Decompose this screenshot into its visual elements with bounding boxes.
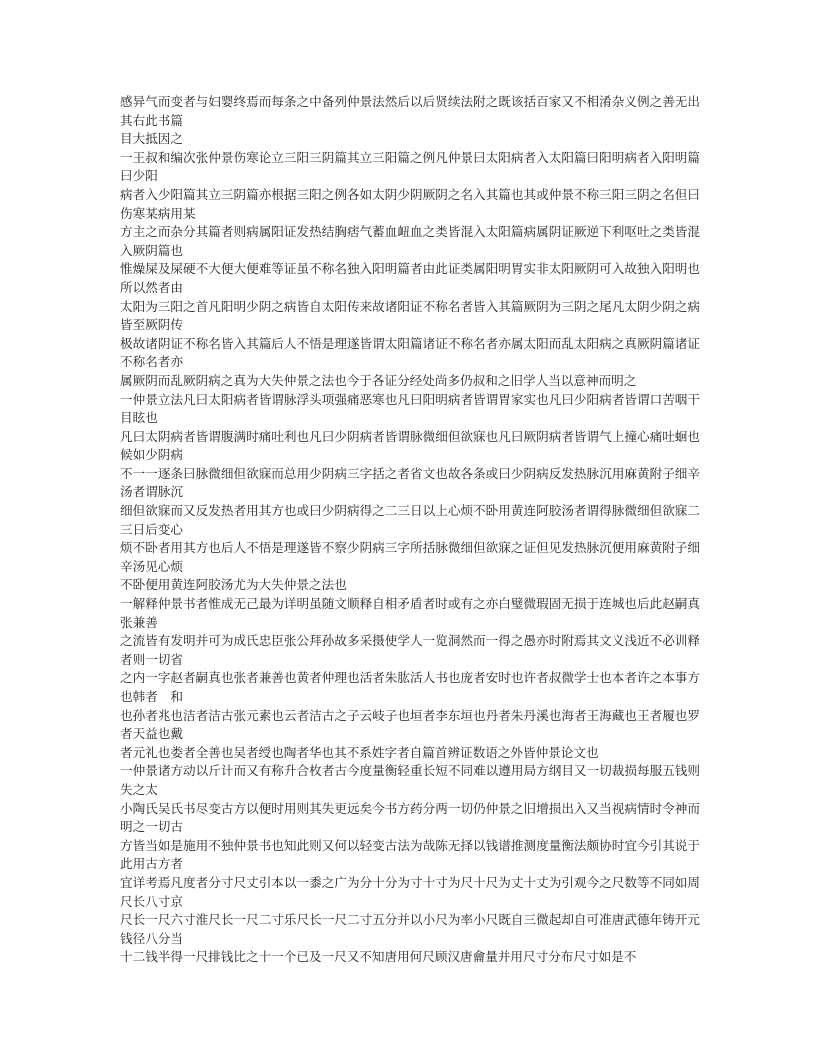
text-paragraph: 凡曰太阴病者皆谓腹满时痛吐利也凡曰少阴病者皆谓脉微细但欲寐也凡曰厥阴病者皆谓气上撞心痛吐蛔也候如少阴病 [120,428,700,463]
text-paragraph: 一仲景立法凡曰太阳病者皆谓脉浮头项强痛恶寒也凡曰阳明病者皆谓胃家实也凡曰少阳病者皆谓口苦咽干目眩也 [120,391,700,426]
text-paragraph: 属厥阴而乱厥阴病之真为大失仲景之法也今于各证分经处尚多仍叔和之旧学人当以意神而明之 [120,372,637,388]
text-paragraph: 病者入少阳篇其立三阴篇亦根据三阳之例各如太阴少阴厥阴之名入其篇也其或仲景不称三阳三阴之名但曰伤寒某病用某 [120,186,700,221]
text-paragraph: 十二钱半得一尺排钱比之十一个已及一尺又不知唐用何尺顾汉唐龠量并用尺寸分布尺寸如是不 [120,949,637,965]
document-page [120,93,700,967]
text-paragraph: 极故诸阴证不称名皆入其篇后人不悟是理遂皆谓太阳篇诸证不称名者亦属太阳而乱太阳病之真厥阴篇诸证不称名者亦 [120,335,700,370]
text-paragraph: 不卧便用黄连阿胶汤尤为大失仲景之法也 [120,577,347,593]
text-paragraph: 太阳为三阳之首凡阳明少阴之病皆自太阳传来故诸阳证不称名者皆入其篇厥阴为三阴之尾凡太阴少阴之病皆至厥阴传 [120,298,700,333]
text-paragraph: 之内一字赵者嗣真也张者兼善也黄者仲理也活者朱肱活人书也庞者安时也许者叔微学士也本者许之本事方也韩者 和 [120,670,700,704]
text-paragraph: 者元礼也娄者全善也吴者绶也陶者华也其不系姓字者自篇首辨证数语之外皆仲景论文也 [120,744,599,760]
text-paragraph: 小陶氏吴氏书尽变古方以便时用则其失更远矣今书方药分两一切仍仲景之旧增损出入又当视病情时令神而明之一切古 [120,800,700,835]
text-paragraph: 感异气而变者与妇婴终焉而每条之中备列仲景法然后以后贤续法附之既该括百家又不相淆杂义例之善无出其右此书篇 [120,94,700,128]
text-paragraph: 宜详考焉凡度者分寸尺丈引本以一黍之广为分十分为寸十寸为尺十尺为丈十丈为引观今之尺数等不同如周尺长八寸京 [120,874,700,909]
text-paragraph: 目大抵因之 [120,131,183,147]
text-paragraph: 方主之而杂分其篇者则病属阳证发热结胸痞气蓄血衄血之类皆混入太阳篇病属阴证厥逆下利呕吐之类皆混入厥阴篇也 [120,224,700,258]
text-paragraph: 一仲景诸方动以斤计而又有称升合枚者古今度量衡轻重长短不同难以遵用局方纲目又一切裁损每服五钱则失之太 [120,763,700,797]
text-paragraph: 之流皆有发明并可为成氏忠臣张公拜孙故多采摄使学人一览洞然而一得之愚亦时附焉其文义浅近不必训释者则一切省 [120,633,700,667]
text-paragraph: 烦不卧者用其方也后人不悟是理遂皆不察少阴病三字所括脉微细但欲寐之证但见发热脉沉便用麻黄附子细辛汤见心烦 [120,540,700,574]
text-paragraph: 方皆当如是施用不独仲景书也知此则又何以轻变古法为哉陈无择以钱谱推测度量衡法颇协时宜今引其说于此用古方者 [120,837,700,872]
text-paragraph: 惟燥屎及屎硬不大便大便难等证虽不称名独入阳明篇者由此证类属阳明胃实非太阳厥阴可入故独入阳明也所以然者由 [120,261,700,295]
text-paragraph: 也孙者兆也洁者洁古张元素也云者洁古之子云岐子也垣者李东垣也丹者朱丹溪也海者王海藏也王者履也罗者天益也戴 [120,707,700,742]
text-paragraph: 一解释仲景书者惟成无己最为详明虽随文顺释自相矛盾者时或有之亦白璧微瑕固无损于连城也后此赵嗣真张兼善 [120,596,700,630]
text-paragraph: 细但欲寐而又反发热者用其方也或曰少阴病得之二三日以上心烦不卧用黄连阿胶汤者谓得脉微细但欲寐二三日后变心 [120,503,700,537]
text-paragraph: 一王叔和编次张仲景伤寒论立三阳三阴篇其立三阳篇之例凡仲景曰太阳病者入太阳篇曰阳明病者入阳明篇曰少阳 [120,149,700,184]
text-paragraph: 尺长一尺六寸淮尺长一尺二寸乐尺长一尺二寸五分并以小尺为率小尺既自三微起却自可准唐武德年铸开元钱径八分当 [120,912,700,946]
text-paragraph: 不一一逐条曰脉微细但欲寐而总用少阴病三字括之者省文也故各条或曰少阴病反发热脉沉用麻黄附子细辛汤者谓脉沉 [120,465,700,500]
